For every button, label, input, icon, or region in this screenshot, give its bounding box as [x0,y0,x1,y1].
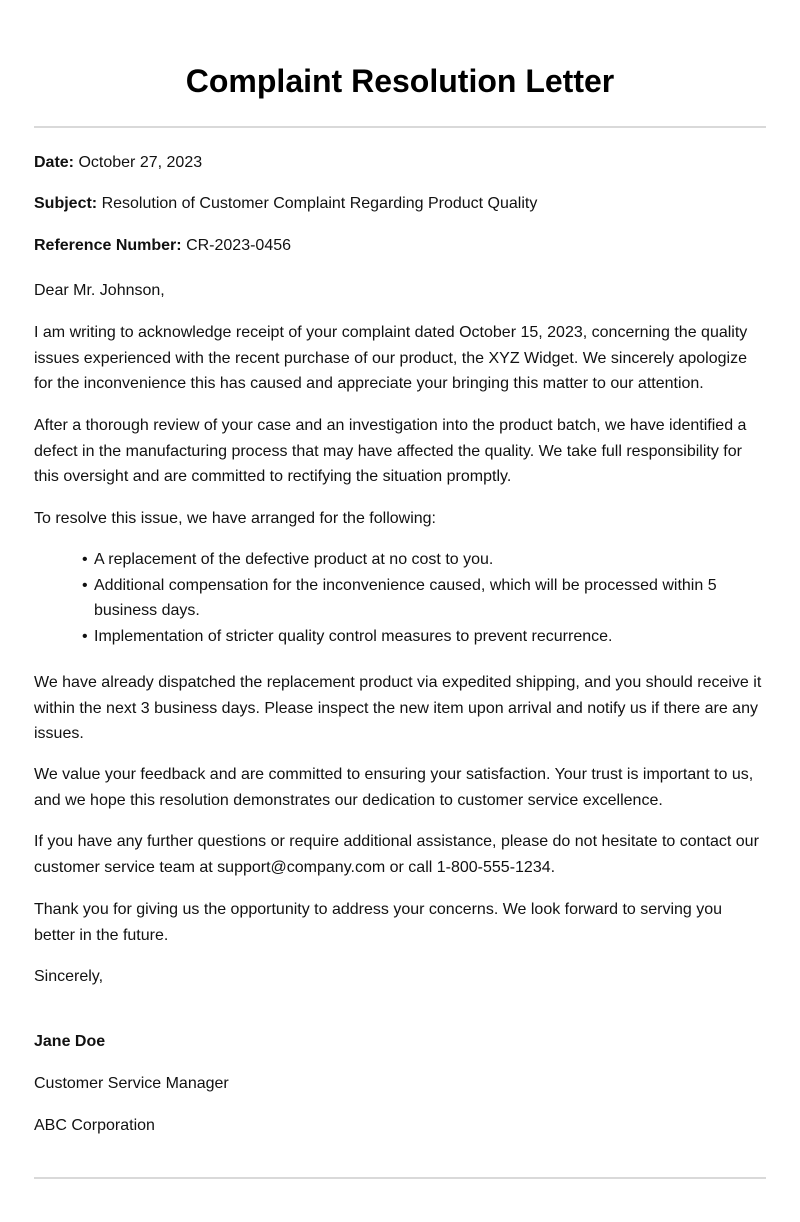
bullet-icon: • [82,576,88,594]
subject-line [34,191,766,217]
date-line [34,150,766,176]
body-paragraph: We value your feedback and are committed to ensuring your satisfaction. Your trust is important to us, and we hope this resolution demonstrates our dedication to customer service excellence. [34,766,754,809]
list-item [82,547,732,573]
header-divider [34,126,766,128]
date-value: October 27, 2023 [78,154,203,171]
signoff: Sincerely, [34,968,104,985]
list-item-text: Implementation of stricter quality control measures to prevent recurrence. [94,627,613,645]
list-item [82,573,732,624]
body-paragraph: After a thorough review of your case and an investigation into the product batch, we have identified a defect in the manufacturing process that may have affected the quality. We take full responsibility for this oversight and are committed to rectifying the situation promptly. [34,417,747,485]
salutation: Dear Mr. Johnson, [34,282,165,299]
subject-value: Resolution of Customer Complaint Regarding Product Quality [101,195,538,212]
date-label: Date: [34,154,75,171]
body-paragraph: If you have any further questions or require additional assistance, please do not hesitate to contact our customer service team at support@company.com or call 1-800-555-1234. [34,833,759,876]
signature-title: Customer Service Manager [34,1075,229,1092]
reference-line [34,233,766,259]
list-item-text: A replacement of the defective product at no cost to you. [94,551,494,568]
body-paragraph: I am writing to acknowledge receipt of your complaint dated October 15, 2023, concerning the quality issues experienced with the recent purchase of our product, the XYZ Widget. We sincerely apologize for the inconvenience this has caused and appreciate your bringing this matter to our attention. [34,324,748,392]
bullet-icon: • [82,627,88,645]
footer-divider [34,1177,766,1179]
body-paragraph: To resolve this issue, we have arranged for the following: [34,510,436,527]
bullet-icon: • [82,551,88,568]
reference-label: Reference Number: [34,237,182,254]
reference-value: CR-2023-0456 [186,237,292,254]
body-paragraph: We have already dispatched the replacement product via expedited shipping, and you should receive it within the next 3 business days. Please inspect the new item upon arrival and notify us if there are any issues. [34,674,762,742]
resolution-list [82,547,732,649]
page-title: Complaint Resolution Letter [185,63,615,99]
body-paragraph: Thank you for giving us the opportunity to address your concerns. We look forward to serving you better in the future. [34,901,723,944]
signature-name: Jane Doe [34,1033,106,1050]
list-item-text: Additional compensation for the inconvenience caused, which will be processed within 5 business days. [94,576,717,619]
signature-company: ABC Corporation [34,1117,155,1134]
list-item [82,624,732,650]
subject-label: Subject: [34,195,98,212]
